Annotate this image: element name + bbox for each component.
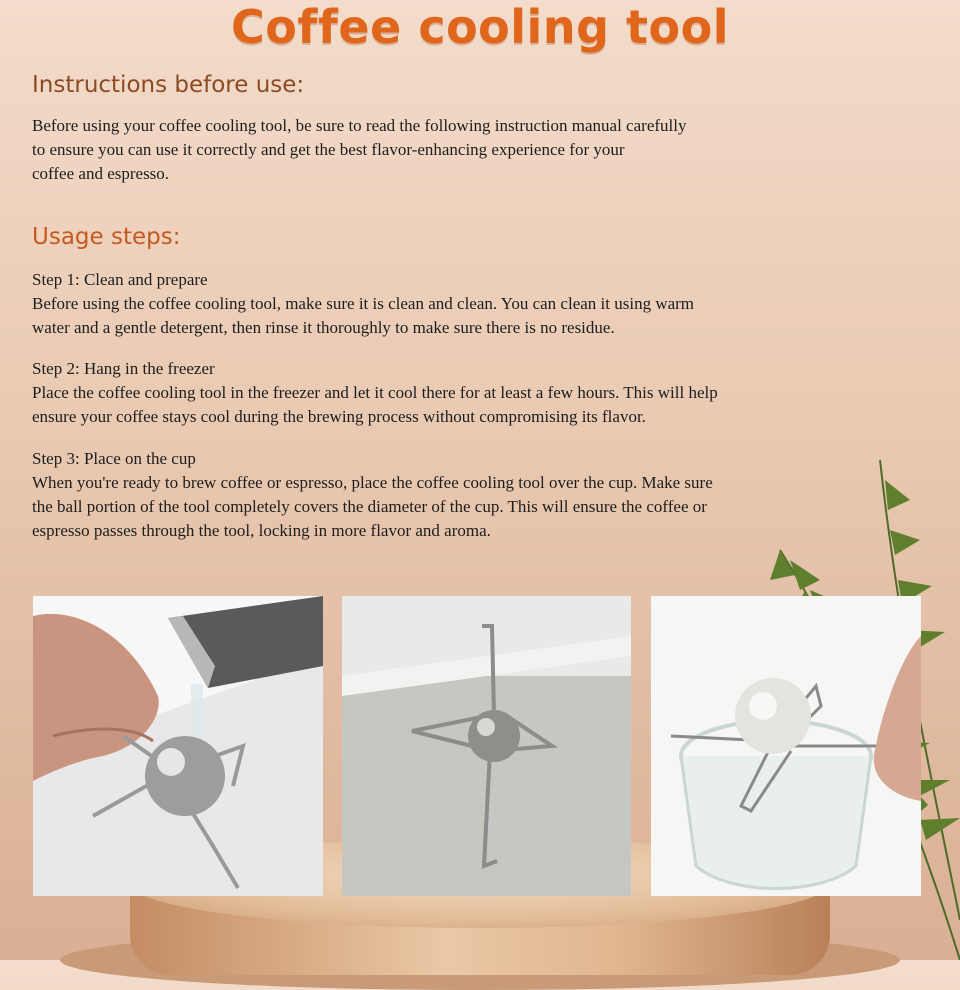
instructions-line: Before using your coffee cooling tool, be sure to read the following instruction manual carefully — [32, 116, 687, 135]
step-line: espresso passes through the tool, locking in more flavor and aroma. — [32, 521, 491, 540]
step-title: Step 2: Hang in the freezer — [32, 359, 215, 378]
instructions-line: to ensure you can use it correctly and get the best flavor-enhancing experience for your — [32, 140, 625, 159]
usage-heading: Usage steps: — [32, 224, 181, 250]
step-2 — [32, 357, 932, 429]
instructions-heading: Instructions before use: — [32, 72, 305, 98]
page-title: Coffee cooling tool — [231, 0, 729, 54]
step-line: When you're ready to brew coffee or espresso, place the coffee cooling tool over the cup. Make sure — [32, 473, 713, 492]
step-line: water and a gentle detergent, then rinse it thoroughly to make sure there is no residue. — [32, 318, 615, 337]
step-line: Before using the coffee cooling tool, make sure it is clean and clean. You can clean it using warm — [32, 294, 695, 313]
step-title: Step 1: Clean and prepare — [32, 270, 208, 289]
step-line: ensure your coffee stays cool during the brewing process without compromising its flavor. — [32, 407, 646, 426]
instructions-body — [32, 114, 912, 186]
step-1 — [32, 268, 932, 340]
step-line: Place the coffee cooling tool in the freezer and let it cool there for at least a few hours. This will help — [32, 383, 718, 402]
tool-hanging-in-freezer-photo — [342, 596, 631, 896]
step-title: Step 3: Place on the cup — [32, 449, 196, 468]
rinsing-tool-under-faucet-photo — [33, 596, 323, 896]
instructions-line: coffee and espresso. — [32, 164, 170, 183]
tool-on-glass-cup-photo — [651, 596, 921, 896]
step-line: the ball portion of the tool completely covers the diameter of the cup. This will ensure the coffee or — [32, 497, 707, 516]
